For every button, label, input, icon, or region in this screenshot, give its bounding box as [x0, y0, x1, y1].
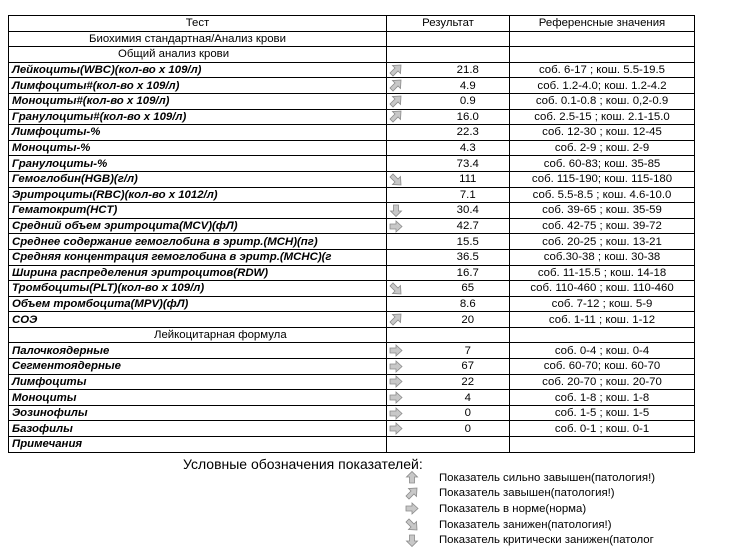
arrow-up-right-icon: [405, 487, 419, 500]
legend-item-label: Показатель занижен(патология!): [439, 518, 612, 531]
status-arrow-cell: [387, 203, 427, 219]
status-arrow-cell: [387, 437, 427, 453]
result-value: 0: [427, 421, 510, 437]
status-arrow-cell: [387, 62, 427, 78]
table-row: [9, 234, 695, 250]
reference-range: соб. 0.1-0.8 ; кош. 0,2-0.9: [510, 93, 695, 109]
status-arrow-cell: [387, 125, 427, 141]
arrow-up-right-icon: [389, 110, 403, 123]
result-value: 36.5: [427, 249, 510, 265]
status-arrow-cell: [387, 296, 427, 312]
status-arrow-cell: [387, 109, 427, 125]
header-result: Результат: [387, 16, 510, 32]
reference-range: соб. 1.2-4.0; кош. 1.2-4.2: [510, 78, 695, 94]
status-arrow-cell: [387, 234, 427, 250]
result-value: 22: [427, 374, 510, 390]
lab-results-table: [8, 15, 695, 453]
test-name: Сегментоядерные: [9, 359, 387, 375]
reference-range: соб. 42-75 ; кош. 39-72: [510, 218, 695, 234]
table-row: [9, 171, 695, 187]
arrow-down-right-icon: [389, 282, 403, 295]
table-row: [9, 78, 695, 94]
arrow-down-right-icon: [405, 518, 419, 531]
section-leuko-formula-label: Лейкоцитарная формула: [154, 329, 287, 342]
table-row: [9, 62, 695, 78]
test-name: Моноциты: [9, 390, 387, 406]
status-arrow-cell: [387, 171, 427, 187]
status-arrow-cell: [387, 249, 427, 265]
test-name: Эритроциты(RBC)(кол-во x 1012/л): [9, 187, 387, 203]
reference-range: соб. 6-17 ; кош. 5.5-19.5: [510, 62, 695, 78]
result-value: 42.7: [427, 218, 510, 234]
table-row: [9, 359, 695, 375]
test-name: Эозинофилы: [9, 405, 387, 421]
reference-range: соб. 60-83; кош. 35-85: [510, 156, 695, 172]
arrow-up-right-icon: [389, 95, 403, 108]
result-value: 67: [427, 359, 510, 375]
arrow-up-right-icon: [389, 64, 403, 77]
arrow-up-right-icon: [389, 79, 403, 92]
table-row: [9, 281, 695, 297]
test-name: Моноциты#(кол-во x 109/л): [9, 93, 387, 109]
reference-range: соб. 110-460 ; кош. 110-460: [510, 281, 695, 297]
table-row: [9, 343, 695, 359]
table-row: [9, 312, 695, 328]
section-row-leuko-formula: [9, 327, 695, 343]
result-value: 30.4: [427, 203, 510, 219]
result-value: 7: [427, 343, 510, 359]
test-name: Гематокрит(HCT): [9, 203, 387, 219]
table-row: [9, 405, 695, 421]
arrow-right-icon: [389, 407, 403, 420]
status-arrow-cell: [387, 140, 427, 156]
table-row: [9, 421, 695, 437]
reference-range: соб. 20-70 ; кош. 20-70: [510, 374, 695, 390]
status-arrow-cell: [387, 312, 427, 328]
reference-range: соб. 2-9 ; кош. 2-9: [510, 140, 695, 156]
legend-item: [405, 470, 705, 486]
status-arrow-cell: [387, 359, 427, 375]
section-row-general: [9, 47, 695, 63]
section-general-label: Общий анализ крови: [118, 48, 230, 61]
result-value: 8.6: [427, 296, 510, 312]
result-value: 4.3: [427, 140, 510, 156]
test-name: Гранулоциты-%: [9, 156, 387, 172]
test-name: СОЭ: [9, 312, 387, 328]
arrow-right-icon: [389, 375, 403, 388]
result-value: 21.8: [427, 62, 510, 78]
legend-item-label: Показатель критически занижен(патолог: [439, 534, 654, 547]
table-header-row: [9, 16, 695, 32]
result-value: 65: [427, 281, 510, 297]
arrow-down-icon: [389, 204, 403, 217]
reference-range: соб. 12-30 ; кош. 12-45: [510, 125, 695, 141]
status-arrow-cell: [387, 343, 427, 359]
header-test: Тест: [9, 16, 387, 32]
section-biochem-label: Биохимия стандартная/Анализ крови: [89, 32, 286, 45]
legend-item: [405, 486, 705, 502]
table-row: [9, 390, 695, 406]
arrow-down-right-icon: [389, 173, 403, 186]
test-name: Средняя концентрация гемоглобина в эритр.(MCHC)(г: [9, 249, 387, 265]
reference-range: соб. 1-5 ; кош. 1-5: [510, 405, 695, 421]
arrow-right-icon: [389, 422, 403, 435]
status-arrow-cell: [387, 93, 427, 109]
test-name: Среднее содержание гемоглобина в эритр.(MCH)(пг): [9, 234, 387, 250]
section-biochem: [9, 31, 387, 47]
section-row-biochem: [9, 31, 695, 47]
result-value: 73.4: [427, 156, 510, 172]
status-arrow-cell: [387, 265, 427, 281]
result-value: 22.3: [427, 125, 510, 141]
reference-range: соб. 7-12 ; кош. 5-9: [510, 296, 695, 312]
reference-range: соб. 5.5-8.5 ; кош. 4.6-10.0: [510, 187, 695, 203]
table-row: [9, 93, 695, 109]
header-reference: Референсные значения: [510, 16, 695, 32]
status-arrow-cell: [387, 421, 427, 437]
table-row: [9, 374, 695, 390]
arrow-right-icon: [405, 502, 419, 515]
reference-range: соб. 60-70; кош. 60-70: [510, 359, 695, 375]
legend-item: [405, 532, 705, 548]
status-arrow-cell: [387, 218, 427, 234]
arrow-up-icon: [405, 471, 419, 484]
table-row: [9, 109, 695, 125]
reference-range: соб. 0-4 ; кош. 0-4: [510, 343, 695, 359]
legend-item-label: Показатель завышен(патология!): [439, 487, 615, 500]
legend-list: [405, 470, 705, 548]
table-row: [9, 265, 695, 281]
result-value: 4.9: [427, 78, 510, 94]
test-name: Объем тромбоцита(MPV)(фЛ): [9, 296, 387, 312]
legend-item: [405, 517, 705, 533]
test-name: Гранулоциты#(кол-во x 109/л): [9, 109, 387, 125]
legend-title: Условные обозначения показателей:: [183, 456, 423, 472]
arrow-right-icon: [389, 344, 403, 357]
section-general: [9, 47, 387, 63]
reference-range: [510, 437, 695, 453]
status-arrow-cell: [387, 281, 427, 297]
arrow-down-icon: [405, 534, 419, 547]
result-value: 111: [427, 171, 510, 187]
arrow-up-right-icon: [389, 313, 403, 326]
test-name: Гемоглобин(HGB)(г/л): [9, 171, 387, 187]
table-row: [9, 437, 695, 453]
table-row: [9, 218, 695, 234]
result-value: 7.1: [427, 187, 510, 203]
test-name: Лейкоциты(WBC)(кол-во x 109/л): [9, 62, 387, 78]
reference-range: соб.30-38 ; кош. 30-38: [510, 249, 695, 265]
result-value: 0: [427, 405, 510, 421]
test-name: Средний объем эритроцита(MCV)(фЛ): [9, 218, 387, 234]
table-row: [9, 249, 695, 265]
arrow-right-icon: [389, 220, 403, 233]
reference-range: соб. 20-25 ; кош. 13-21: [510, 234, 695, 250]
reference-range: соб. 0-1 ; кош. 0-1: [510, 421, 695, 437]
reference-range: соб. 115-190; кош. 115-180: [510, 171, 695, 187]
table-row: [9, 140, 695, 156]
table-row: [9, 203, 695, 219]
test-name: Лимфоциты-%: [9, 125, 387, 141]
test-name: Тромбоциты(PLT)(кол-во x 109/л): [9, 281, 387, 297]
reference-range: соб. 1-8 ; кош. 1-8: [510, 390, 695, 406]
test-name: Палочкоядерные: [9, 343, 387, 359]
section-leuko-formula: [9, 327, 387, 343]
legend-item: [405, 501, 705, 517]
table-row: [9, 187, 695, 203]
status-arrow-cell: [387, 405, 427, 421]
result-value: 0.9: [427, 93, 510, 109]
result-value: 16.7: [427, 265, 510, 281]
reference-range: соб. 2.5-15 ; кош. 2.1-15.0: [510, 109, 695, 125]
status-arrow-cell: [387, 390, 427, 406]
test-name: Моноциты-%: [9, 140, 387, 156]
legend-item-label: Показатель сильно завышен(патология!): [439, 471, 656, 484]
test-name: Ширина распределения эритроцитов(RDW): [9, 265, 387, 281]
test-name: Базофилы: [9, 421, 387, 437]
status-arrow-cell: [387, 78, 427, 94]
table-row: [9, 125, 695, 141]
arrow-right-icon: [389, 360, 403, 373]
legend-item-label: Показатель в норме(норма): [439, 502, 587, 515]
reference-range: соб. 39-65 ; кош. 35-59: [510, 203, 695, 219]
arrow-right-icon: [389, 391, 403, 404]
result-value: [427, 437, 510, 453]
status-arrow-cell: [387, 156, 427, 172]
table-row: [9, 156, 695, 172]
result-value: 16.0: [427, 109, 510, 125]
result-value: 20: [427, 312, 510, 328]
test-name: Лимфоциты#(кол-во x 109/л): [9, 78, 387, 94]
status-arrow-cell: [387, 187, 427, 203]
test-name: Примечания: [9, 437, 387, 453]
result-value: 15.5: [427, 234, 510, 250]
status-arrow-cell: [387, 374, 427, 390]
test-name: Лимфоциты: [9, 374, 387, 390]
reference-range: соб. 11-15.5 ; кош. 14-18: [510, 265, 695, 281]
table-row: [9, 296, 695, 312]
reference-range: соб. 1-11 ; кош. 1-12: [510, 312, 695, 328]
result-value: 4: [427, 390, 510, 406]
